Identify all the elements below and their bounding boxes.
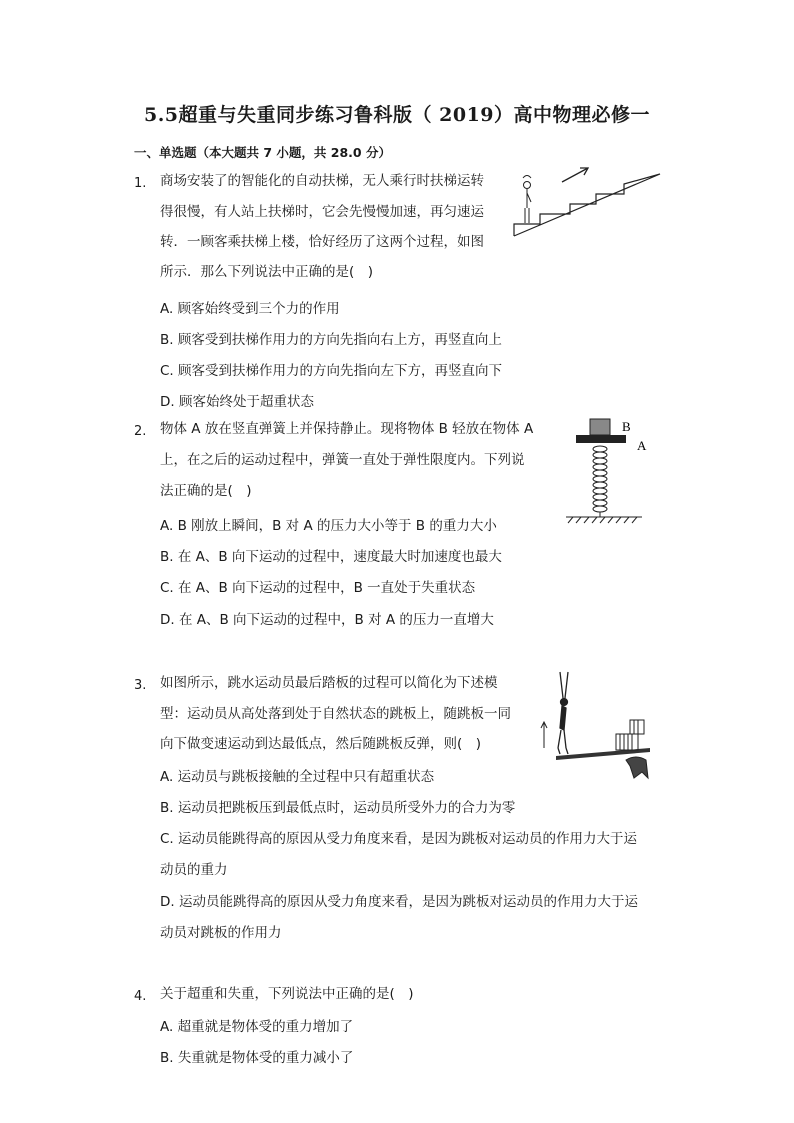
question-text-line: 转．一顾客乘扶梯上楼，恰好经历了这两个过程，如图	[160, 234, 484, 250]
option-d: D. 运动员能跳得高的原因从受力角度来看，是因为跳板对运动员的作用力大于运	[160, 894, 638, 910]
spring-figure	[560, 413, 660, 528]
question-text-line: 型：运动员从高处落到处于自然状态的跳板上，随跳板一同	[160, 706, 511, 722]
option-c: C. 在 A、B 向下运动的过程中，B 一直处于失重状态	[160, 580, 476, 596]
option-a: A. 超重就是物体受的重力增加了	[160, 1019, 354, 1035]
person-icon	[523, 176, 531, 224]
question-text-line: 得很慢，有人站上扶梯时，它会先慢慢加速，再匀速运	[160, 204, 484, 220]
question-text-line: 所示．那么下列说法中正确的是( )	[160, 264, 374, 280]
question-number: 4.	[134, 989, 147, 1004]
question-text-line: 法正确的是( )	[160, 483, 252, 499]
escalator-steps	[514, 174, 660, 236]
question-text-line: 向下做变速运动到达最低点，然后随跳板反弹，则( )	[160, 736, 482, 752]
question-text-line: 关于超重和失重，下列说法中正确的是( )	[160, 986, 414, 1002]
option-c: C. 运动员能跳得高的原因从受力角度来看，是因为跳板对运动员的作用力大于运	[160, 831, 638, 847]
page-title: 5.5超重与失重同步练习鲁科版（ 2019）高中物理必修一	[143, 104, 651, 126]
ground-icon	[566, 517, 642, 523]
block-a	[576, 435, 626, 443]
option-d: D. 在 A、B 向下运动的过程中，B 对 A 的压力一直增大	[160, 612, 494, 628]
option-a: A. 顾客始终受到三个力的作用	[160, 301, 340, 317]
question-number: 1.	[134, 176, 147, 191]
question-text-line: 上，在之后的运动过程中，弹簧一直处于弹性限度内。下列说	[160, 452, 525, 468]
option-a: A. 运动员与跳板接触的全过程中只有超重状态	[160, 769, 435, 785]
question-number: 2.	[134, 424, 147, 439]
label-a: A	[637, 438, 647, 453]
option-b: B. 失重就是物体受的重力减小了	[160, 1050, 354, 1066]
option-b: B. 运动员把跳板压到最低点时，运动员所受外力的合力为零	[160, 800, 516, 816]
option-d-continued: 动员对跳板的作用力	[160, 925, 282, 941]
option-a: A. B 刚放上瞬间，B 对 A 的压力大小等于 B 的重力大小	[160, 518, 497, 534]
diver-icon	[558, 672, 568, 754]
question-text-line: 如图所示，跳水运动员最后踏板的过程可以简化为下述模	[160, 675, 498, 691]
up-arrow-icon	[541, 722, 547, 748]
section-heading: 一、单选题（本大题共 7 小题，共 28.0 分）	[134, 145, 391, 160]
question-text-line: 商场安装了的智能化的自动扶梯，无人乘行时扶梯运转	[160, 173, 484, 189]
option-d: D. 顾客始终处于超重状态	[160, 394, 314, 410]
label-b: B	[622, 419, 631, 434]
diver-figure	[538, 668, 663, 786]
option-b: B. 在 A、B 向下运动的过程中，速度最大时加速度也最大	[160, 549, 502, 565]
question-text-line: 物体 A 放在竖直弹簧上并保持静止。现将物体 B 轻放在物体 A	[160, 421, 534, 437]
block-b	[590, 419, 610, 435]
option-c: C. 顾客受到扶梯作用力的方向先指向左下方，再竖直向下	[160, 363, 503, 379]
option-b: B. 顾客受到扶梯作用力的方向先指向右上方，再竖直向上	[160, 332, 502, 348]
question-number: 3.	[134, 678, 147, 693]
arrow-icon	[562, 168, 588, 182]
option-c-continued: 动员的重力	[160, 862, 228, 878]
spring-icon	[593, 446, 607, 517]
escalator-figure	[510, 160, 665, 240]
